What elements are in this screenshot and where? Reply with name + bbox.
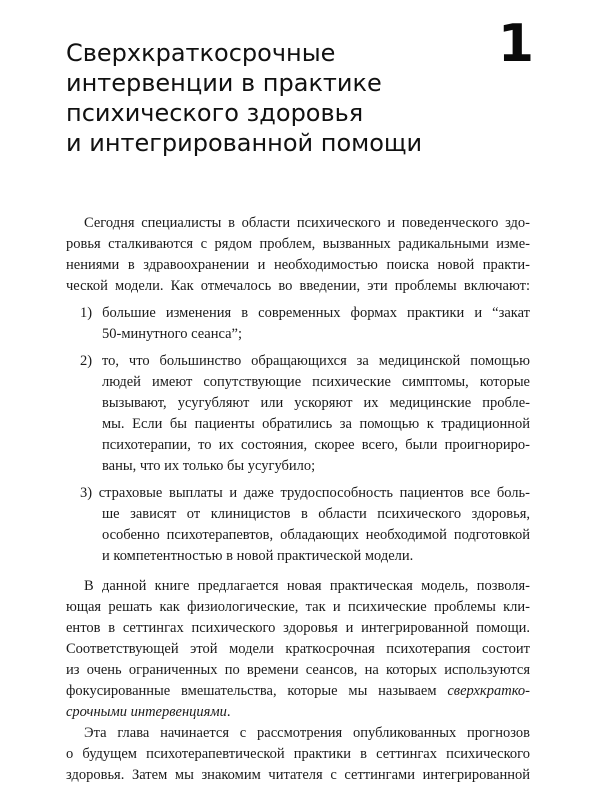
chapter-title-line: Сверхкраткосрочные bbox=[66, 39, 336, 67]
list-item-line: ше зависят от клиницистов в области психического здоровья, bbox=[102, 506, 530, 522]
chapter-body bbox=[66, 213, 530, 786]
text-line bbox=[66, 681, 530, 702]
chapter-title-line: интервенции в практике bbox=[66, 69, 382, 97]
list-item-line: и компетентностью в новой практической модели. bbox=[102, 548, 414, 564]
text-line: ческой модели. Как отмечалось во введении, эти проблемы включают: bbox=[66, 278, 530, 294]
list-item-first-line: 3) страховые выплаты и даже трудоспособность пациентов все боль- bbox=[80, 485, 530, 501]
chapter-title bbox=[66, 38, 486, 158]
list-item bbox=[66, 483, 530, 567]
text-span: фокусированные вмешательства, которые мы называем bbox=[66, 683, 448, 699]
list-item-line: ваны, что их только бы усугубило; bbox=[102, 458, 316, 474]
list-item-line: психотерапии, то их состояния, скорее всего, были проигнориро- bbox=[102, 437, 530, 453]
text-line: о будущем психотерапевтической практики в сеттингах психического bbox=[66, 746, 530, 762]
text-line: ентов в сеттингах психического здоровья и интегрированной помощи. bbox=[66, 620, 530, 636]
chapter-title-line: психического здоровья bbox=[66, 99, 364, 127]
text-line: ровья сталкиваются с рядом проблем, вызванных радикальными изме- bbox=[66, 236, 530, 252]
text-line: ющая решать как физиологические, так и психические проблемы кли- bbox=[66, 599, 530, 615]
chapter-number: 1 bbox=[497, 14, 534, 74]
paragraph bbox=[66, 576, 530, 723]
text-line: из очень ограниченных по времени сеансов, на которых используются bbox=[66, 662, 530, 678]
list-item-line: людей имеют сопутствующие психические симптомы, которые bbox=[102, 374, 530, 390]
list-item-line: 50-минутного сеанса”; bbox=[102, 326, 243, 342]
intro-paragraph bbox=[66, 213, 530, 297]
text-line: Соответствующей этой модели краткосрочная психотерапия состоит bbox=[66, 641, 530, 657]
chapter-title-line: и интегрированной помощи bbox=[66, 129, 423, 157]
list-item-line: мы. Если бы пациенты обратились за помощью к традиционной bbox=[102, 416, 530, 432]
text-line: здоровья. Затем мы знакомим читателя с сеттингами интегрированной bbox=[66, 767, 530, 783]
text-line: нениями в здравоохранении и необходимостью поиска новой практи- bbox=[66, 257, 530, 273]
list-item bbox=[66, 303, 530, 345]
list-item-line: вызывают, усугубляют или ускоряют их медицинские пробле- bbox=[102, 395, 530, 411]
italic-term: срочными интервенциями bbox=[66, 704, 227, 720]
text-line bbox=[66, 702, 530, 723]
paragraph bbox=[66, 723, 530, 786]
list-item-first-line: 1) большие изменения в современных формах практики и “закат bbox=[80, 305, 530, 321]
list-item-first-line: 2) то, что большинство обращающихся за медицинской помощью bbox=[80, 353, 530, 369]
italic-term: сверхкратко- bbox=[447, 683, 530, 699]
text-line: Сегодня специалисты в области психического и поведенческого здо- bbox=[84, 215, 530, 231]
text-line: Эта глава начинается с рассмотрения опубликованных прогнозов bbox=[84, 725, 530, 741]
text-span: . bbox=[226, 704, 231, 720]
list-item bbox=[66, 351, 530, 477]
text-line: В данной книге предлагается новая практическая модель, позволя- bbox=[84, 578, 530, 594]
list-item-line: особенно психотерапевтов, обладающих необходимой подготовкой bbox=[102, 527, 530, 543]
